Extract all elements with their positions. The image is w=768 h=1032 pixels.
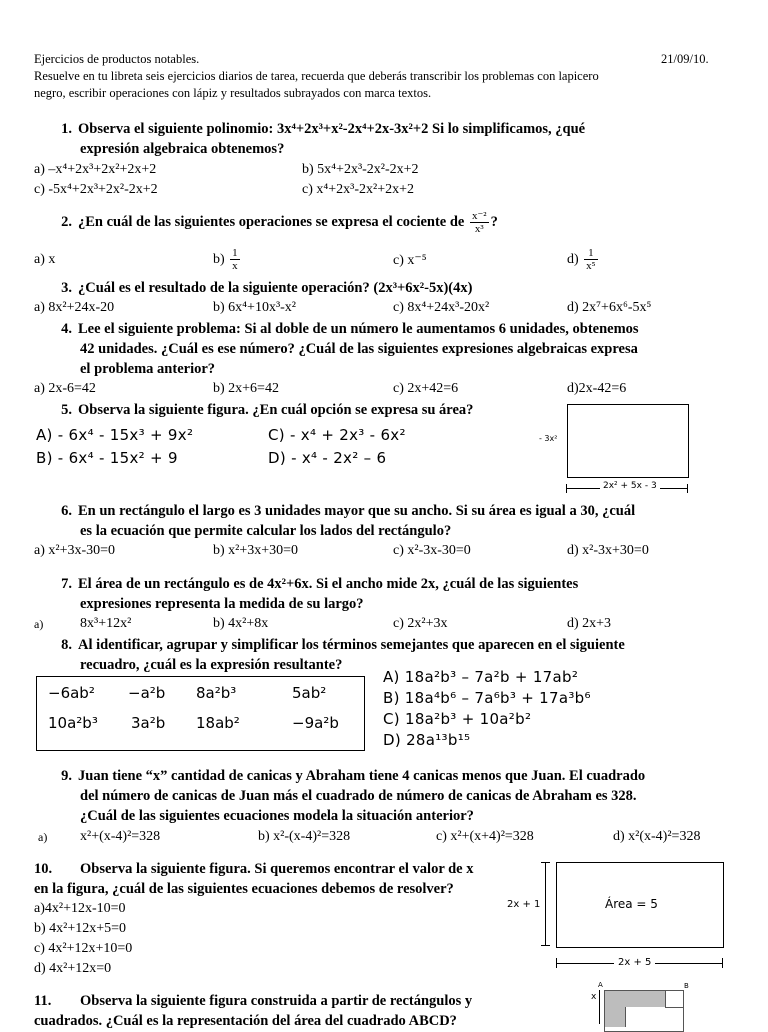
- q3-option-d: d) 2x⁷+6x⁶-5x⁵: [567, 300, 652, 315]
- q11-shaded-rectangle: [605, 991, 665, 1007]
- q5-option-b: B) - 6x⁴ - 15x² + 9: [36, 449, 178, 467]
- q8-option-a: A) 18a²b³ – 7a²b + 17ab²: [383, 668, 579, 686]
- question-10: [34, 861, 474, 878]
- question-9: [50, 768, 645, 785]
- question-number: 4.: [61, 321, 72, 337]
- option-label: d): [567, 252, 579, 267]
- term-cell: 5ab²: [292, 684, 327, 702]
- q7-option-a: 8x³+12x²: [80, 616, 132, 631]
- q6-option-a: a) x²+3x-30=0: [34, 543, 116, 558]
- question-3: [50, 280, 472, 297]
- q7-option-d: d) 2x+3: [567, 616, 612, 631]
- question-11: [34, 993, 472, 1010]
- q1-option-c: c) -5x⁴+2x³+2x²-2x+2: [34, 182, 158, 197]
- question-number: 5.: [61, 402, 72, 418]
- instructions-line-2: negro, escribir operaciones con lápiz y resultados subrayados con marca textos.: [34, 86, 432, 100]
- question-number: 1.: [61, 121, 72, 137]
- q9-option-a: x²+(x-4)²=328: [80, 829, 161, 844]
- question-number: 7.: [61, 576, 72, 592]
- q4-option-c: c) 2x+42=6: [393, 381, 459, 396]
- question-6-line-2: es la ecuación que permite calcular los lados del rectángulo?: [80, 523, 452, 539]
- question-number: 2.: [61, 214, 72, 230]
- q4-option-b: b) 2x+6=42: [213, 381, 279, 396]
- q1-option-d: c) x⁴+2x³-2x²+2x+2: [302, 182, 414, 197]
- q7-option-b: b) 4x²+8x: [213, 616, 269, 631]
- q8-option-b: B) 18a⁴b⁶ – 7a⁶b³ + 17a³b⁶: [383, 689, 591, 707]
- q9-option-d: d) x²(x-4)²=328: [613, 829, 701, 844]
- question-number: 6.: [61, 503, 72, 519]
- question-9-line-3: ¿Cuál de las siguientes ecuaciones modela la situación anterior?: [80, 808, 474, 824]
- term-cell: 8a²b³: [196, 684, 237, 702]
- q7-option-a-label: a): [34, 617, 44, 631]
- question-number: 10.: [34, 861, 53, 877]
- question-5: [50, 402, 473, 419]
- question-8: [50, 637, 625, 654]
- q5-rectangle-figure: [567, 404, 689, 478]
- fraction-denominator: x³: [474, 223, 484, 236]
- fraction-numerator: 1: [584, 247, 597, 260]
- worksheet-title: Ejercicios de productos notables.: [34, 52, 200, 66]
- q11-small-square: [665, 991, 683, 1008]
- q2-option-d: [567, 243, 600, 277]
- question-1-line-2: expresión algebraica obtenemos?: [80, 141, 285, 157]
- question-text: Observa la siguiente figura construida a partir de rectángulos y: [80, 993, 473, 1009]
- question-text: El área de un rectángulo es de 4x²+6x. Si el ancho mide 2x, ¿cuál de las siguientes: [78, 576, 579, 592]
- q9-option-c: c) x²+(x+4)²=328: [436, 829, 534, 844]
- q10-option-a: a)4x²+12x-10=0: [34, 901, 126, 916]
- term-cell: 18ab²: [196, 714, 240, 732]
- question-4-line-2: 42 unidades. ¿Cuál es ese número? ¿Cuál de las siguientes expresiones algebraicas expresa: [80, 341, 638, 357]
- q9-option-a-label: a): [38, 830, 48, 844]
- q10-option-b: b) 4x²+12x+5=0: [34, 921, 127, 936]
- q5-side-label: - 3x²: [539, 434, 558, 443]
- fraction-numerator: x⁻²: [472, 210, 487, 223]
- question-number: 8.: [61, 637, 72, 653]
- option-fraction: [584, 247, 597, 272]
- question-4-line-3: el problema anterior?: [80, 361, 216, 377]
- question-text: Observa la siguiente figura. ¿En cuál opción se expresa su área?: [78, 402, 474, 418]
- fraction-numerator: 1: [232, 247, 238, 260]
- question-number: 11.: [34, 993, 52, 1009]
- term-cell: −6ab²: [48, 684, 95, 702]
- question-number: 3.: [61, 280, 72, 296]
- question-text: ¿Cuál es el resultado de la siguiente operación? (2x³+6x²-5x)(4x): [78, 280, 473, 296]
- question-8-line-2: recuadro, ¿cuál es la expresión resultante?: [80, 657, 343, 673]
- q5-option-c: C) - x⁴ + 2x³ - 6x²: [268, 426, 406, 444]
- q11-vertex-b-label: B: [684, 982, 689, 990]
- term-cell: 3a²b: [131, 714, 166, 732]
- question-2: [50, 205, 498, 239]
- q11-vertex-a-label: A: [598, 981, 603, 989]
- question-number: 9.: [61, 768, 72, 784]
- term-cell: −a²b: [128, 684, 166, 702]
- question-text: En un rectángulo el largo es 3 unidades mayor que su ancho. Si su área es igual a 30, ¿cuál: [78, 503, 636, 519]
- question-9-line-2: del número de canicas de Juan más el cuadrado de número de canicas de Abraham es 328.: [80, 788, 637, 804]
- q2-option-c: c) x⁻⁵: [393, 253, 427, 268]
- q1-option-b: b) 5x⁴+2x³-2x²-2x+2: [302, 162, 419, 177]
- q7-option-c: c) 2x²+3x: [393, 616, 448, 631]
- instructions-line-1: Resuelve en tu libreta seis ejercicios diarios de tarea, recuerda que deberás transcribir los problemas con lapicero: [34, 69, 599, 83]
- q10-area-label: Área = 5: [605, 897, 658, 911]
- question-7-line-2: expresiones representa la medida de su largo?: [80, 596, 364, 612]
- q5-bottom-label: 2x² + 5x - 3: [600, 481, 660, 491]
- q2-fraction: [470, 210, 489, 235]
- question-text: Observa la siguiente figura. Si queremos encontrar el valor de x: [80, 861, 474, 877]
- q6-option-b: b) x²+3x+30=0: [213, 543, 299, 558]
- term-cell: −9a²b: [292, 714, 339, 732]
- q10-bottom-label: 2x + 5: [614, 957, 655, 968]
- q11-height-marker: [599, 990, 600, 1024]
- q4-option-d: d)2x-42=6: [567, 381, 627, 396]
- q5-option-d: D) - x⁴ - 2x² – 6: [268, 449, 387, 467]
- q3-option-c: c) 8x⁴+24x³-20x²: [393, 300, 490, 315]
- question-7: [50, 576, 578, 593]
- question-11-line-2: cuadrados. ¿Cuál es la representación del área del cuadrado ABCD?: [34, 1013, 457, 1029]
- worksheet-date: 21/09/10.: [661, 52, 709, 66]
- q1-option-a: a) –x⁴+2x³+2x²+2x+2: [34, 162, 157, 177]
- question-mark: ?: [490, 214, 498, 230]
- q10-width-tick-left: [556, 958, 557, 968]
- option-label: b): [213, 252, 225, 267]
- q9-option-b: b) x²-(x-4)²=328: [258, 829, 351, 844]
- question-1: [50, 121, 585, 138]
- q10-side-label: 2x + 1: [507, 899, 541, 910]
- question-text: Al identificar, agrupar y simplificar los términos semejantes que aparecen en el siguiente: [78, 637, 625, 653]
- fraction-denominator: x: [232, 260, 238, 273]
- question-6: [50, 503, 635, 520]
- q11-x-label: x: [591, 992, 597, 1002]
- q3-option-a: a) 8x²+24x-20: [34, 300, 115, 315]
- question-10-line-2: en la figura, ¿cuál de las siguientes ecuaciones debemos de resolver?: [34, 881, 454, 897]
- term-cell: 10a²b³: [48, 714, 98, 732]
- q10-width-tick-right: [722, 958, 723, 968]
- q5-dimension-tick-right: [687, 484, 688, 493]
- q10-height-tick-top: [541, 862, 550, 863]
- q6-option-c: c) x²-3x-30=0: [393, 543, 471, 558]
- q8-option-c: C) 18a²b³ + 10a²b²: [383, 710, 532, 728]
- q10-height-tick-bottom: [541, 945, 550, 946]
- question-text: Lee el siguiente problema: Si al doble de un número le aumentamos 6 unidades, obtenemos: [78, 321, 639, 337]
- q10-option-c: c) 4x²+12x+10=0: [34, 941, 133, 956]
- q10-option-d: d) 4x²+12x=0: [34, 961, 112, 976]
- q10-height-line: [545, 862, 546, 946]
- option-fraction: [230, 247, 240, 272]
- q3-option-b: b) 6x⁴+10x³-x²: [213, 300, 296, 315]
- question-text: Juan tiene “x” cantidad de canicas y Abraham tiene 4 canicas menos que Juan. El cuadrado: [78, 768, 646, 784]
- fraction-denominator: x⁵: [586, 260, 596, 273]
- q8-option-d: D) 28a¹³b¹⁵: [383, 731, 471, 749]
- q5-dimension-tick-left: [566, 484, 567, 493]
- q4-option-a: a) 2x-6=42: [34, 381, 96, 396]
- question-text: Observa el siguiente polinomio: 3x⁴+2x³+x²-2x⁴+2x-3x²+2 Si lo simplificamos, ¿qué: [78, 121, 586, 137]
- q2-option-b: [213, 243, 242, 277]
- question-text: ¿En cuál de las siguientes operaciones se expresa el cociente de: [78, 214, 465, 230]
- q11-shaded-square: [605, 1007, 626, 1027]
- q5-option-a: A) - 6x⁴ - 15x³ + 9x²: [36, 426, 194, 444]
- question-4: [50, 321, 639, 338]
- q6-option-d: d) x²-3x+30=0: [567, 543, 649, 558]
- q2-option-a: a) x: [34, 252, 56, 267]
